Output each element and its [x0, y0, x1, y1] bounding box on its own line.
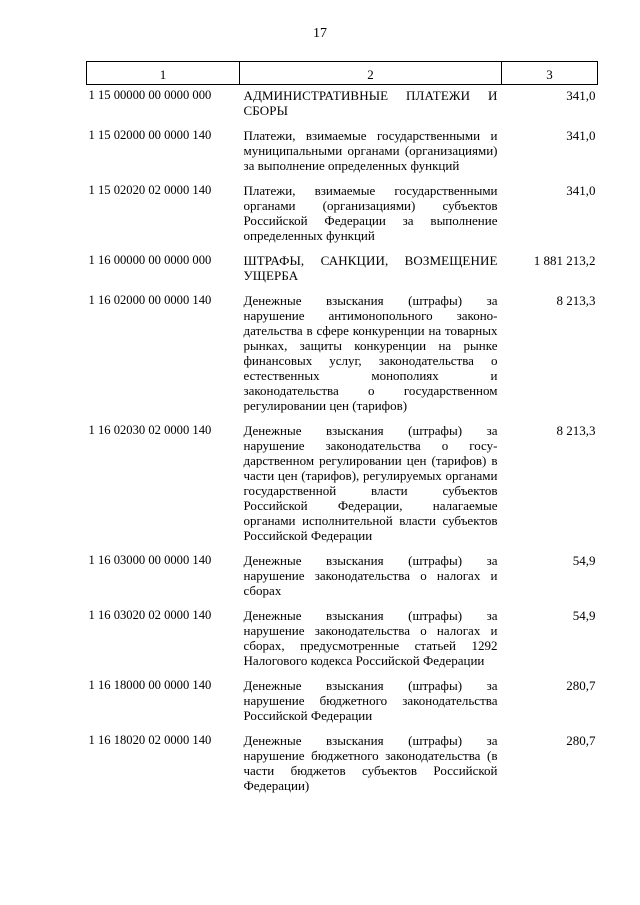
revenue-amount: 54,9: [572, 608, 596, 623]
revenue-amount: 8 213,3: [556, 293, 596, 308]
table-row: [87, 671, 598, 726]
revenue-name: Денежные взыскания (штрафы) за нарушение бюджетного законодательства (в части бюджетов субъектов Российской Федерации): [243, 733, 498, 793]
revenue-amount: 1 881 213,2: [533, 253, 596, 268]
table-row: [87, 246, 598, 286]
classification-code: 1 16 02030 02 0000 140: [88, 423, 212, 437]
revenue-name: Денежные взыскания (штрафы) за нарушение антимонопольного законодательства в сфере конкуренции на товарных рынках, защиты конкуренции на рынке финансовых услуг, законодательства о естественных монополиях и законодательства о государственном регулировании цен (тарифов): [243, 293, 498, 413]
revenue-table: [86, 61, 598, 796]
table-row: [87, 546, 598, 601]
table-row: [87, 85, 598, 122]
classification-code: 1 16 03000 00 0000 140: [88, 553, 212, 567]
table-row: [87, 726, 598, 796]
classification-code: 1 15 02020 02 0000 140: [88, 183, 212, 197]
header-col-3: 3: [502, 62, 598, 85]
revenue-amount: 341,0: [566, 183, 596, 198]
classification-code: 1 15 02000 00 0000 140: [88, 128, 212, 142]
revenue-amount: 341,0: [566, 128, 596, 143]
header-row: [87, 62, 598, 85]
revenue-amount: 8 213,3: [556, 423, 596, 438]
revenue-name: Денежные взыскания (штрафы) за нарушение законодательства о налогах и сборах: [243, 553, 498, 598]
revenue-name: АДМИНИСТРАТИВНЫЕ ПЛАТЕЖИ И СБОРЫ: [243, 88, 498, 118]
table-row: [87, 416, 598, 546]
table-body: [87, 85, 598, 797]
classification-code: 1 16 18000 00 0000 140: [88, 678, 212, 692]
revenue-name: ШТРАФЫ, САНКЦИИ, ВОЗМЕЩЕНИЕ УЩЕРБА: [243, 253, 498, 283]
header-col-1: 1: [87, 62, 240, 85]
revenue-name: Платежи, взимаемые государственными и муниципальными органами (организациями) за выполнение определенных функций: [243, 128, 498, 173]
revenue-name: Денежные взыскания (штрафы) за нарушение законодательства о налогах и сборах, предусмотренные статьей 1292 Налогового кодекса Российской Федерации: [243, 608, 498, 668]
classification-code: 1 16 18020 02 0000 140: [88, 733, 212, 747]
revenue-amount: 54,9: [572, 553, 596, 568]
table-row: [87, 176, 598, 246]
revenue-amount: 280,7: [566, 678, 596, 693]
revenue-name: Платежи, взимаемые государственными органами (организациями) субъектов Российской Федерации за выполнение определенных функций: [243, 183, 498, 243]
page-number: 17: [313, 26, 327, 41]
revenue-name: Денежные взыскания (штрафы) за нарушение законодательства о государственном регулировании цен (тарифов) в части цен (тарифов), регулируемых органами государственной власти субъектов Российской Федерации, налагаемые органами исполнительной власти субъектов Российской Федерации: [243, 423, 498, 543]
table-header: [87, 62, 598, 85]
classification-code: 1 15 00000 00 0000 000: [88, 88, 212, 102]
classification-code: 1 16 03020 02 0000 140: [88, 608, 212, 622]
classification-code: 1 16 00000 00 0000 000: [88, 253, 212, 267]
classification-code: 1 16 02000 00 0000 140: [88, 293, 212, 307]
table-row: [87, 601, 598, 671]
table-row: [87, 286, 598, 416]
revenue-amount: 341,0: [566, 88, 596, 103]
header-col-2: 2: [240, 62, 502, 85]
revenue-amount: 280,7: [566, 733, 596, 748]
revenue-name: Денежные взыскания (штрафы) за нарушение бюджетного законодательства Российской Федерации: [243, 678, 498, 723]
table-row: [87, 121, 598, 176]
